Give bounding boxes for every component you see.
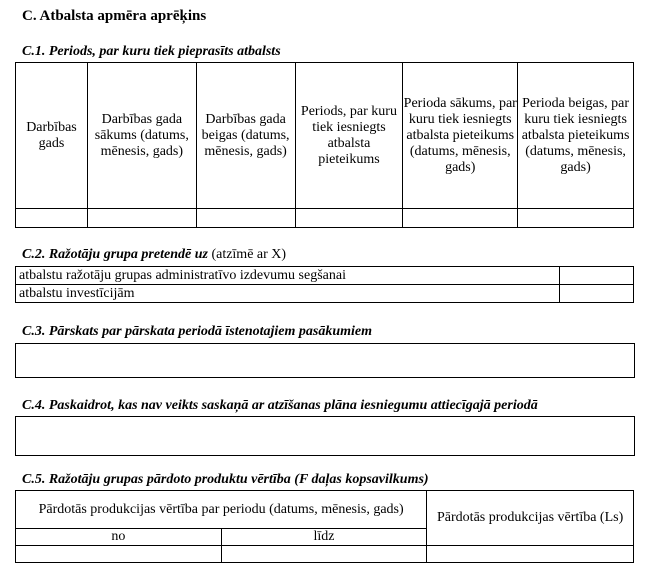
c5-input-cell[interactable] [427,546,634,563]
c1-header-cell: Periods, par kuru tiek iesniegts atbalsta pieteikums [295,63,403,209]
c1-header-cell: Perioda sākums, par kuru tiek iesniegts atbalsta pieteikums (datums, mēnesis, gads) [403,63,518,209]
c5-table [15,490,634,563]
c5-subheader-to: līdz [221,529,427,546]
c2-row [16,267,634,285]
c1-input-cell[interactable] [196,209,295,228]
c2-checkbox-cell[interactable] [560,267,634,285]
c1-input-cell[interactable] [518,209,634,228]
c1-input-cell[interactable] [87,209,196,228]
c1-input-row [16,209,634,228]
c5-header-right: Pārdotās produkcijas vērtība (Ls) [427,491,634,546]
c3-title: C.3. Pārskats par pārskata periodā īstenotajiem pasākumiem [22,324,373,339]
c1-input-cell[interactable] [16,209,88,228]
c2-checkbox-cell[interactable] [560,285,634,303]
section-title: C. Atbalsta apmēra aprēķins [22,8,207,24]
c5-header-row [16,491,634,529]
c1-title: C.1. Periods, par kuru tiek pieprasīts atbalsts [22,44,281,59]
c4-text-box[interactable] [15,416,635,456]
c2-table [15,266,634,303]
c2-title-note: (atzīmē ar X) [211,247,287,262]
c5-input-row [16,546,634,563]
c5-header-left: Pārdotās produkcijas vērtība par periodu (datums, mēnesis, gads) [16,491,427,529]
c5-title: C.5. Ražotāju grupas pārdoto produktu vērtība (F daļas kopsavilkums) [22,472,429,487]
c1-header-cell: Perioda beigas, par kuru tiek iesniegts atbalsta pieteikums (datums, mēnesis, gads) [518,63,634,209]
c1-table [15,62,634,228]
c1-header-row [16,63,634,209]
c2-row-label: atbalstu investīcijām [16,285,560,303]
c2-row-label: atbalstu ražotāju grupas administratīvo izdevumu segšanai [16,267,560,285]
c2-title-text: C.2. Ražotāju grupa pretendē uz [22,247,208,262]
c1-header-cell: Darbības gada sākums (datums, mēnesis, gads) [87,63,196,209]
c2-row [16,285,634,303]
c5-subheader-from: no [16,529,222,546]
c1-input-cell[interactable] [295,209,403,228]
c1-header-cell: Darbības gada beigas (datums, mēnesis, gads) [196,63,295,209]
c5-input-cell[interactable] [221,546,427,563]
c3-text-box[interactable] [15,343,635,378]
c1-header-cell: Darbības gads [16,63,88,209]
c5-input-cell[interactable] [16,546,222,563]
c2-title [22,247,286,263]
c1-input-cell[interactable] [403,209,518,228]
c4-title: C.4. Paskaidrot, kas nav veikts saskaņā ar atzīšanas plāna iesniegumu attiecīgajā periodā [22,398,538,413]
